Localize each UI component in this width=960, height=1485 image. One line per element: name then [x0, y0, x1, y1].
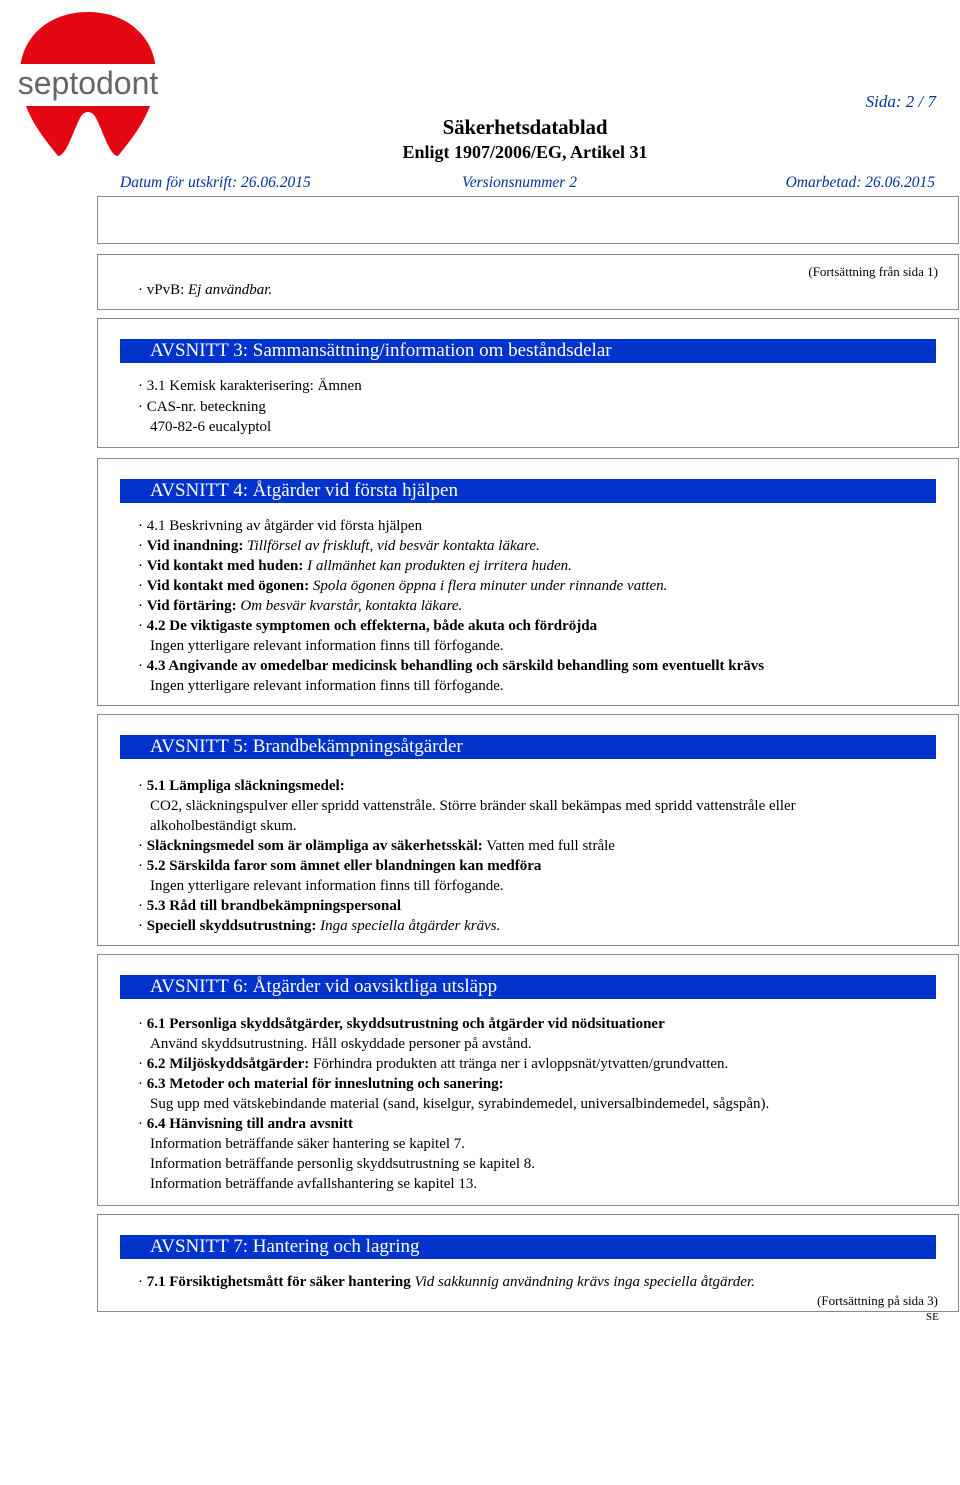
s4-eye — [138, 577, 667, 596]
s3-line-1 — [138, 377, 362, 396]
s4-line-41 — [138, 517, 422, 536]
ingestion-text: Om besvär kvarstår, kontakta läkare. — [240, 598, 463, 614]
s5-51-text-2: alkoholbeständigt skum. — [150, 818, 297, 834]
s6-64-heading: 6.4 Hänvisning till andra avsnitt — [146, 1116, 354, 1132]
s5-unsuitable — [138, 837, 615, 856]
s3-line-2 — [138, 398, 266, 417]
language-code: SE — [926, 1311, 939, 1323]
bullet: · — [138, 858, 143, 874]
s4-skin — [138, 557, 572, 576]
bullet: · — [138, 778, 143, 794]
bullet: · — [138, 658, 143, 674]
ppe-label: Speciell skyddsutrustning: — [146, 918, 317, 934]
s4-ingestion — [138, 597, 462, 616]
s5-ppe — [138, 917, 500, 936]
s5-52-text: Ingen ytterligare relevant information finns till förfogande. — [150, 878, 504, 894]
s6-64-text-2: Information beträffande personlig skyddsutrustning se kapitel 8. — [150, 1156, 536, 1172]
bullet: · — [138, 598, 143, 614]
s6-62-heading: 6.2 Miljöskyddsåtgärder: — [146, 1056, 310, 1072]
skin-text: I allmänhet kan produkten ej irritera huden. — [307, 558, 572, 574]
bullet: · — [138, 618, 143, 634]
eye-text: Spola ögonen öppna i flera minuter under rinnande vatten. — [312, 578, 668, 594]
bullet: · — [138, 1056, 143, 1072]
s4-line-43 — [138, 657, 764, 676]
bullet: · — [138, 918, 143, 934]
s7-71-heading: 7.1 Försiktighetsmått för säker hantering — [146, 1274, 411, 1290]
s5-51-text-1: CO2, släckningspulver eller spridd vattenstråle. Större bränder skall bekämpas med spridd vattenstråle eller — [150, 798, 796, 814]
s4-42-text: Ingen ytterligare relevant information finns till förfogande. — [150, 638, 504, 654]
s5-52-heading: 5.2 Särskilda faror som ämnet eller blandningen kan medföra — [146, 858, 542, 874]
bullet: · — [138, 518, 143, 534]
s6-line-63 — [138, 1075, 504, 1094]
unsuitable-label: Släckningsmedel som är olämpliga av säkerhetsskäl: — [146, 838, 483, 854]
document-subtitle: Enligt 1907/2006/EG, Artikel 31 — [402, 142, 648, 162]
s3-line-3: 470-82-6 eucalyptol — [150, 419, 272, 435]
trade-name-box — [97, 196, 959, 244]
bullet: · — [138, 1116, 143, 1132]
ppe-text: Inga speciella åtgärder krävs. — [320, 918, 501, 934]
s7-71-text: Vid sakkunnig användning krävs inga speciella åtgärder. — [414, 1274, 755, 1290]
print-date: Datum för utskrift: 26.06.2015 — [120, 174, 311, 191]
ingestion-label: Vid förtäring: — [146, 598, 237, 614]
s5-line-52 — [138, 857, 541, 876]
vpvb-label: vPvB: — [146, 282, 185, 298]
inhalation-label: Vid inandning: — [146, 538, 244, 554]
s7-line-71 — [138, 1273, 755, 1292]
vpvb-line — [138, 281, 272, 300]
section-3 — [97, 318, 959, 448]
s3-chem-char: 3.1 Kemisk karakterisering: Ämnen — [146, 378, 362, 394]
page-number: Sida: 2 / 7 — [865, 92, 936, 111]
s5-53-heading: 5.3 Råd till brandbekämpningspersonal — [146, 898, 401, 914]
skin-label: Vid kontakt med huden: — [146, 558, 304, 574]
logo-text: septodont — [17, 65, 159, 101]
revised-date: Omarbetad: 26.06.2015 — [785, 174, 935, 191]
section-5-title: AVSNITT 5: Brandbekämpningsåtgärder — [120, 735, 936, 759]
bullet: · — [138, 1274, 143, 1290]
s3-cas-header: CAS-nr. beteckning — [146, 399, 266, 415]
s4-43-heading: 4.3 Angivande av omedelbar medicinsk behandling och särskild behandling som eventuellt krävs — [146, 658, 765, 674]
logo-graphic — [8, 6, 168, 164]
eye-label: Vid kontakt med ögonen: — [146, 578, 310, 594]
vpvb-value: Ej användbar. — [188, 282, 273, 298]
section-7 — [97, 1214, 959, 1312]
section-6-title: AVSNITT 6: Åtgärder vid oavsiktliga utsläpp — [120, 975, 936, 999]
continued-on: (Fortsättning på sida 3) — [817, 1293, 938, 1308]
septodont-logo — [8, 6, 168, 164]
version-number: Versionsnummer 2 — [462, 174, 577, 191]
continuation-box — [97, 254, 959, 310]
s6-62-text: Förhindra produkten att tränga ner i avloppsnät/ytvatten/grundvatten. — [313, 1056, 729, 1072]
section-3-title: AVSNITT 3: Sammansättning/information om beståndsdelar — [120, 339, 936, 363]
s6-61-heading: 6.1 Personliga skyddsåtgärder, skyddsutrustning och åtgärder vid nödsituationer — [146, 1016, 665, 1032]
bullet: · — [138, 558, 143, 574]
s4-41-heading: 4.1 Beskrivning av åtgärder vid första hjälpen — [146, 518, 423, 534]
bullet: · — [138, 838, 143, 854]
bullet: · — [138, 1076, 143, 1092]
s6-line-61 — [138, 1015, 665, 1034]
bullet: · — [138, 378, 143, 394]
s4-line-42 — [138, 617, 597, 636]
continued-from: (Fortsättning från sida 1) — [808, 264, 938, 279]
bullet: · — [138, 282, 143, 298]
section-5 — [97, 714, 959, 946]
bullet: · — [138, 1016, 143, 1032]
inhalation-text: Tillförsel av friskluft, vid besvär kontakta läkare. — [247, 538, 540, 554]
s4-42-heading: 4.2 De viktigaste symptomen och effekterna, både akuta och fördröjda — [146, 618, 598, 634]
section-4-title: AVSNITT 4: Åtgärder vid första hjälpen — [120, 479, 936, 503]
s6-64-text-1: Information beträffande säker hantering se kapitel 7. — [150, 1136, 466, 1152]
s6-line-64 — [138, 1115, 353, 1134]
s6-64-text-3: Information beträffande avfallshantering se kapitel 13. — [150, 1176, 478, 1192]
section-7-title: AVSNITT 7: Hantering och lagring — [120, 1235, 936, 1259]
section-6 — [97, 954, 959, 1206]
section-4 — [97, 458, 959, 706]
s4-43-text: Ingen ytterligare relevant information finns till förfogande. — [150, 678, 504, 694]
s6-63-heading: 6.3 Metoder och material för inneslutning och sanering: — [146, 1076, 504, 1092]
unsuitable-text: Vatten med full stråle — [486, 838, 615, 854]
s6-line-62 — [138, 1055, 728, 1074]
bullet: · — [138, 898, 143, 914]
bullet: · — [138, 578, 143, 594]
s5-51-heading: 5.1 Lämpliga släckningsmedel: — [146, 778, 345, 794]
s5-line-51 — [138, 777, 345, 796]
s6-63-text: Sug upp med vätskebindande material (sand, kiselgur, syrabindemedel, universalbindemedel, sågspån). — [150, 1096, 770, 1112]
s4-inhalation — [138, 537, 540, 556]
bullet: · — [138, 399, 143, 415]
s5-line-53 — [138, 897, 401, 916]
s6-61-text: Använd skyddsutrustning. Håll oskyddade personer på avstånd. — [150, 1036, 532, 1052]
bullet: · — [138, 538, 143, 554]
document-title: Säkerhetsdatablad — [442, 115, 608, 139]
